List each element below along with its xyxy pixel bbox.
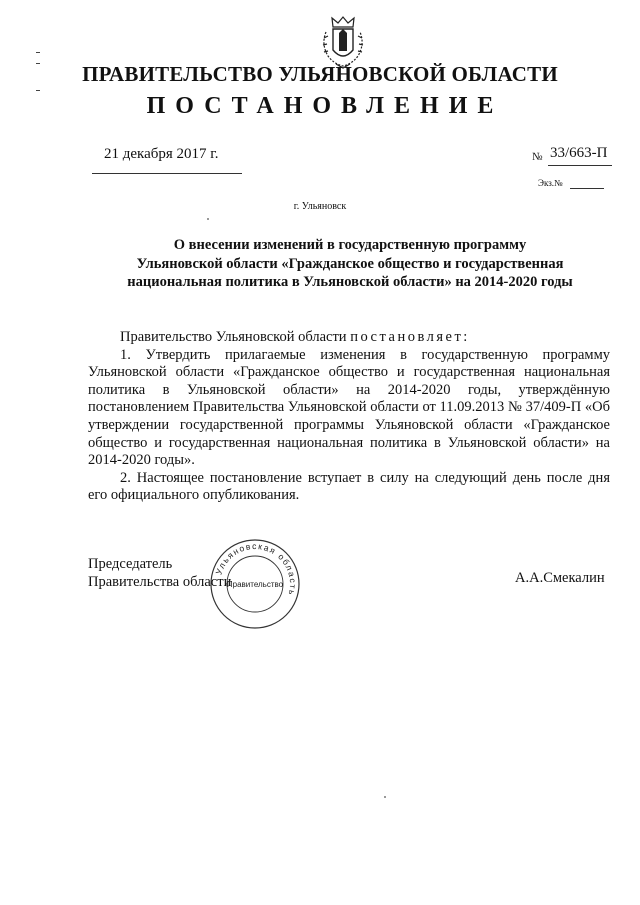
document-body <box>88 329 610 505</box>
scan-speck <box>207 218 209 220</box>
margin-mark <box>36 52 40 53</box>
subject-line: национальная политика в Ульяновской области» на 2014-2020 годы <box>127 274 573 290</box>
official-stamp <box>208 537 302 631</box>
intro-lead: Правительство Ульяновской области <box>120 329 351 345</box>
copy-number-underline <box>570 188 604 189</box>
number-sign: № <box>532 151 543 163</box>
signatory-title-line: Председатель <box>88 556 173 572</box>
government-title: ПРАВИТЕЛЬСТВО УЛЬЯНОВСКОЙ ОБЛАСТИ <box>82 62 558 86</box>
stamp-center-text: Правительство <box>226 580 284 589</box>
signatory-name: А.А.Смекалин <box>515 570 605 586</box>
date-underline <box>92 173 242 174</box>
number-underline <box>548 165 612 166</box>
body-paragraph: 1. Утвердить прилагаемые изменения в государственную программу Ульяновской области «Гражданское общество и государственная национальная политика в Ульяновской области» на 2014-2020 годы, утверждённую постановлением Правительства Ульяновской области от 11.09.2013 № 37/409-П «Об утверждении государственной программы Ульяновской области «Гражданское общество и государственная национальная политика в Ульяновской области» на 2014-2020 годы». <box>88 346 610 469</box>
intro-paragraph <box>88 329 610 347</box>
subject-line: Ульяновской области «Гражданское общество и государственная <box>136 255 564 272</box>
copy-number-label: Экз.№ <box>538 178 563 188</box>
intro-decree-word: постановляет: <box>350 329 470 345</box>
subject-line: О внесении изменений в государственную программу <box>173 237 527 253</box>
document-number: 33/663-П <box>550 145 608 161</box>
scan-speck <box>384 796 386 798</box>
stamp-ring-text: Ульяновская область <box>213 540 299 598</box>
document-date: 21 декабря 2017 г. <box>104 146 219 162</box>
document-type-title: ПОСТАНОВЛЕНИЕ <box>146 93 504 119</box>
margin-mark <box>36 90 40 91</box>
body-paragraph: 2. Настоящее постановление вступает в силу на следующий день после дня его официального опубликования. <box>88 469 610 504</box>
document-subject <box>100 236 600 292</box>
signatory-title-line: Правительства области <box>88 574 232 590</box>
city: г. Ульяновск <box>293 201 347 212</box>
